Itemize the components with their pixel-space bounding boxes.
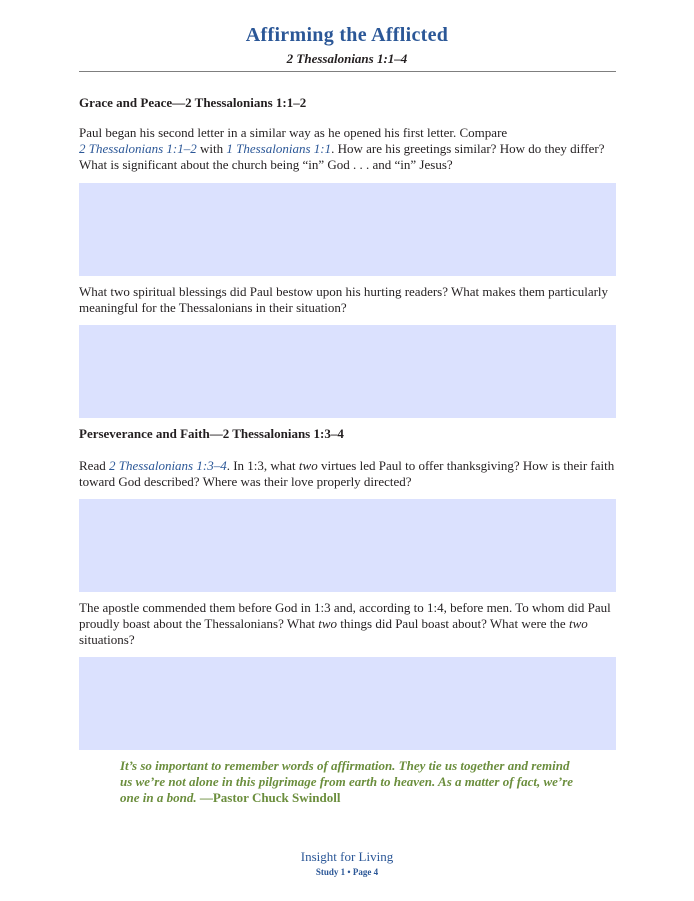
question-4-emphasis-a: two bbox=[318, 616, 338, 631]
section-heading-perseverance-and-faith: Perseverance and Faith—2 Thessalonians 1:3–4 bbox=[79, 426, 344, 441]
pull-quote bbox=[120, 758, 580, 806]
answer-box-1[interactable] bbox=[79, 183, 616, 276]
question-3-text-a: Read bbox=[79, 458, 109, 473]
quote-text: It’s so important to remember words of affirmation. They tie us together and remind us we’re not alone in this pilgrimage from earth to heaven. As a matter of fact, we’re one in a bond. bbox=[120, 758, 574, 805]
question-1-text-b: with bbox=[196, 141, 227, 156]
question-3-text-c: virtues led Paul to offer thanksgiving? How is their faith toward God described? Where was their love properly directed? bbox=[79, 458, 615, 489]
scripture-link-2-thess-1-1-2[interactable]: 2 Thessalonians 1:1–2 bbox=[79, 141, 197, 156]
question-4-emphasis-b: two bbox=[568, 616, 588, 631]
question-3-text-b: . In 1:3, what bbox=[226, 458, 299, 473]
question-4-text-a: The apostle commended them before God in 1:3 and, according to 1:4, before men. To whom did Paul proudly boast about the Thessalonians? What bbox=[79, 600, 611, 631]
question-4-text-b: things did Paul boast about? What were the bbox=[337, 616, 569, 631]
page-title: Affirming the Afflicted bbox=[245, 24, 449, 46]
scripture-link-1-thess-1-1[interactable]: 1 Thessalonians 1:1 bbox=[226, 141, 332, 156]
answer-box-2[interactable] bbox=[79, 325, 616, 418]
footer-organization: Insight for Living bbox=[300, 849, 394, 864]
answer-box-3[interactable] bbox=[79, 499, 616, 592]
question-4-text-c: situations? bbox=[79, 632, 135, 647]
header-divider bbox=[79, 71, 616, 72]
scripture-link-2-thess-1-3-4[interactable]: 2 Thessalonians 1:3–4 bbox=[108, 458, 227, 473]
question-3 bbox=[79, 458, 624, 490]
section-heading-grace-and-peace: Grace and Peace—2 Thessalonians 1:1–2 bbox=[79, 95, 307, 110]
question-1 bbox=[79, 125, 624, 173]
question-4 bbox=[79, 600, 624, 648]
footer-page-number: Study 1 • Page 4 bbox=[315, 867, 379, 877]
question-1-text-a: Paul began his second letter in a similar way as he opened his first letter. Compare bbox=[79, 125, 508, 140]
page-subtitle: 2 Thessalonians 1:1–4 bbox=[286, 51, 408, 66]
answer-box-4[interactable] bbox=[79, 657, 616, 750]
question-3-emphasis: two bbox=[298, 458, 318, 473]
question-2: What two spiritual blessings did Paul bestow upon his hurting readers? What makes them particularly meaningful for the Thessalonians in their situation? bbox=[79, 284, 609, 315]
question-1-text-c: . How are his greetings similar? How do they differ? What is significant about the church being “in” God . . . and “in” Jesus? bbox=[79, 141, 605, 172]
quote-author: —Pastor Chuck Swindoll bbox=[199, 790, 341, 805]
